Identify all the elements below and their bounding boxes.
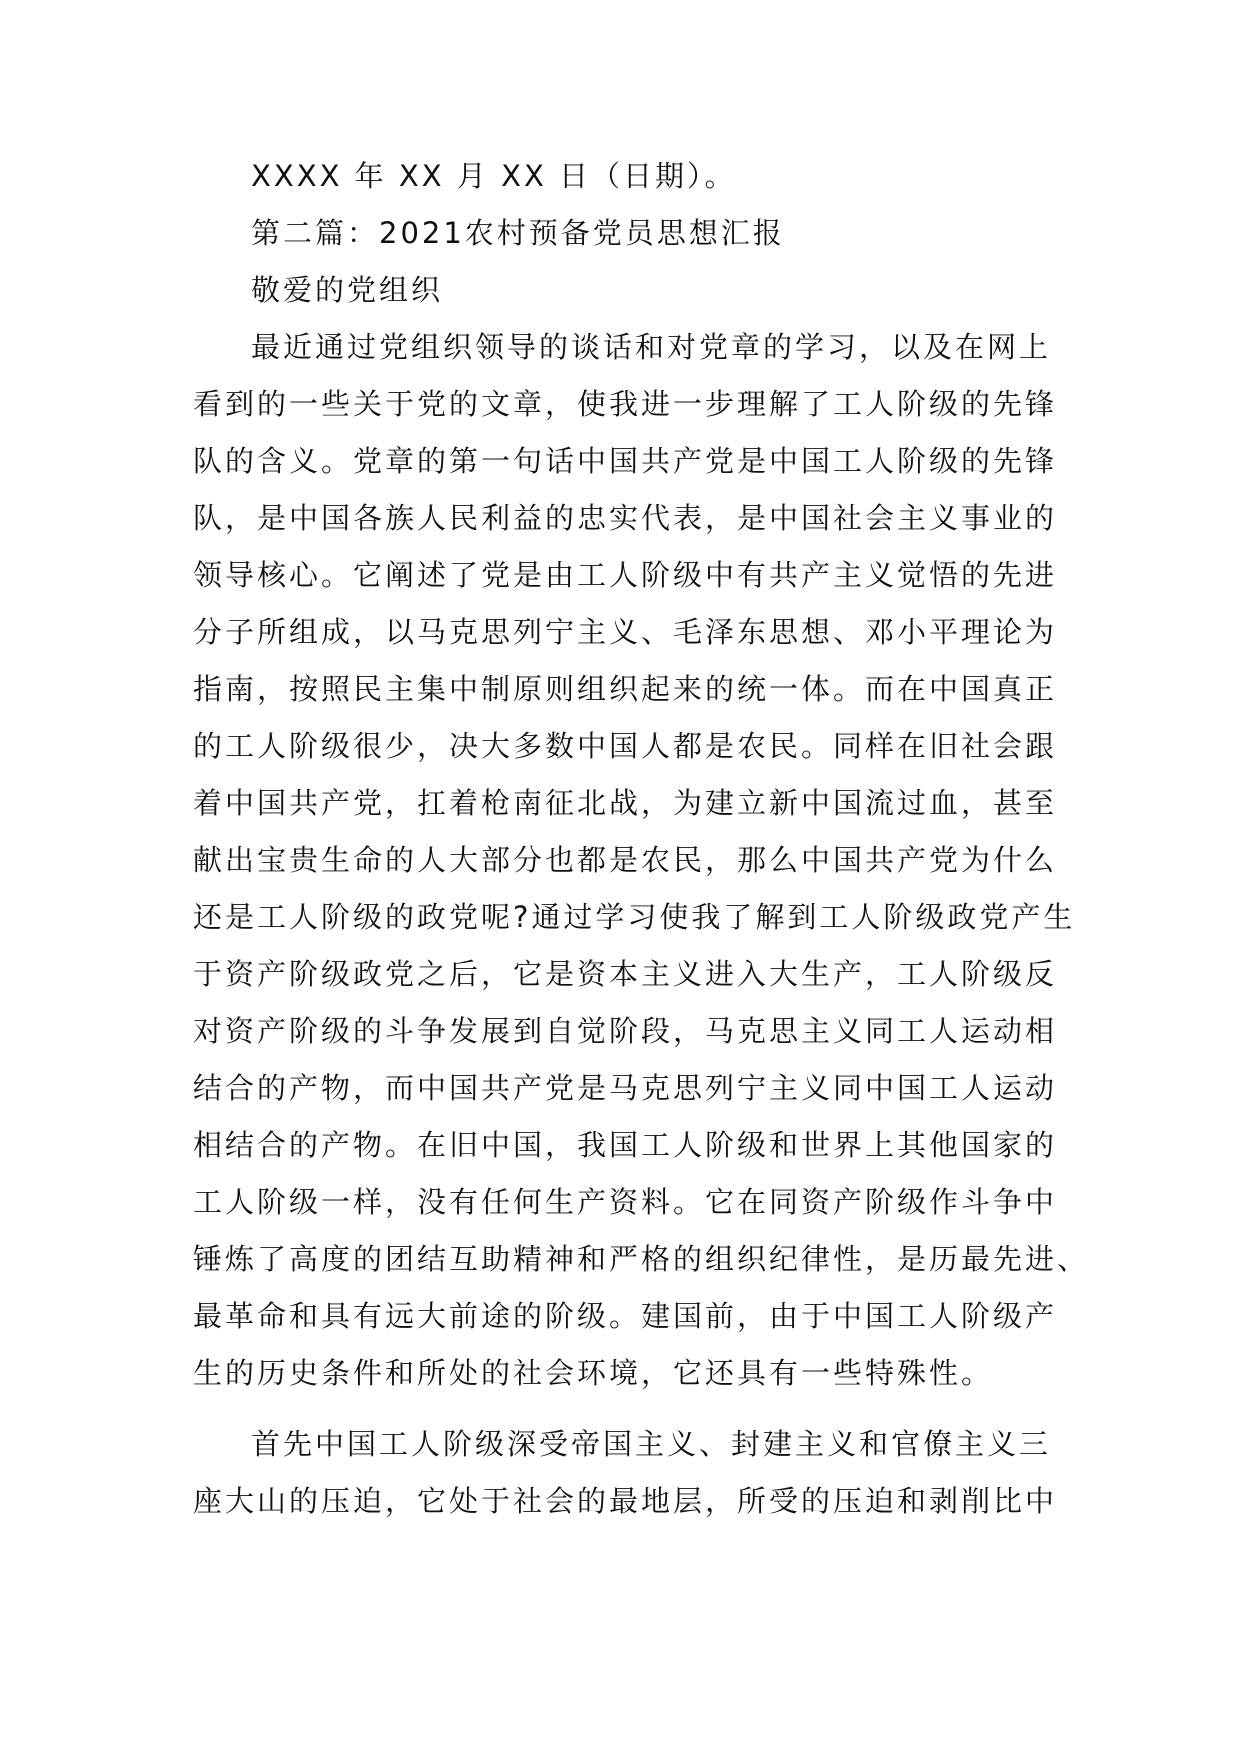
- paragraph-line: 相结合的产物。在旧中国，我国工人阶级和世界上其他国家的: [193, 1128, 1058, 1162]
- paragraph-line: 队，是中国各族人民利益的忠实代表，是中国社会主义事业的: [193, 501, 1058, 535]
- paragraph-line: 的工人阶级很少，决大多数中国人都是农民。同样在旧社会跟: [193, 729, 1058, 763]
- paragraph-line: 最近通过党组织领导的谈话和对党章的学习，以及在网上: [251, 330, 1052, 364]
- section-title: 第二篇：2021农村预备党员思想汇报: [251, 216, 785, 250]
- paragraph-line: 对资产阶级的斗争发展到自觉阶段，马克思主义同工人运动相: [193, 1014, 1058, 1048]
- paragraph-line: 最革命和具有远大前途的阶级。建国前，由于中国工人阶级产: [193, 1299, 1058, 1333]
- paragraph-line: 结合的产物，而中国共产党是马克思列宁主义同中国工人运动: [193, 1071, 1058, 1105]
- paragraph-line: 指南，按照民主集中制原则组织起来的统一体。而在中国真正: [193, 672, 1058, 706]
- paragraph-line: 领导核心。它阐述了党是由工人阶级中有共产主义觉悟的先进: [193, 558, 1058, 592]
- paragraph-line: 锤炼了高度的团结互助精神和严格的组织纪律性，是历最先进、: [193, 1242, 1090, 1276]
- paragraph-line: 队的含义。党章的第一句话中国共产党是中国工人阶级的先锋: [193, 444, 1058, 478]
- paragraph-line: 看到的一些关于党的文章，使我进一步理解了工人阶级的先锋: [193, 387, 1058, 421]
- paragraph-line: 献出宝贵生命的人大部分也都是农民，那么中国共产党为什么: [193, 843, 1058, 877]
- paragraph-line: 于资产阶级政党之后，它是资本主义进入大生产，工人阶级反: [193, 957, 1058, 991]
- paragraph-gap: [193, 1402, 1063, 1416]
- paragraph-line: 生的历史条件和所处的社会环境，它还具有一些特殊性。: [193, 1356, 994, 1390]
- paragraph-line: 座大山的压迫，它处于社会的最地层，所受的压迫和剥削比中: [193, 1484, 1058, 1518]
- paragraph-line: 首先中国工人阶级深受帝国主义、封建主义和官僚主义三: [251, 1427, 1052, 1461]
- date-line: XXXX 年 XX 月 XX 日（日期）。: [251, 159, 737, 193]
- paragraph-line: 还是工人阶级的政党呢?通过学习使我了解到工人阶级政党产生: [193, 900, 1076, 934]
- paragraph-line: 工人阶级一样，没有任何生产资料。它在同资产阶级作斗争中: [193, 1185, 1058, 1219]
- document-body: [193, 148, 1090, 1530]
- paragraph-line: 分子所组成，以马克思列宁主义、毛泽东思想、邓小平理论为: [193, 615, 1058, 649]
- salutation: 敬爱的党组织: [251, 273, 444, 307]
- paragraph-line: 着中国共产党，扛着枪南征北战，为建立新中国流过血，甚至: [193, 786, 1058, 820]
